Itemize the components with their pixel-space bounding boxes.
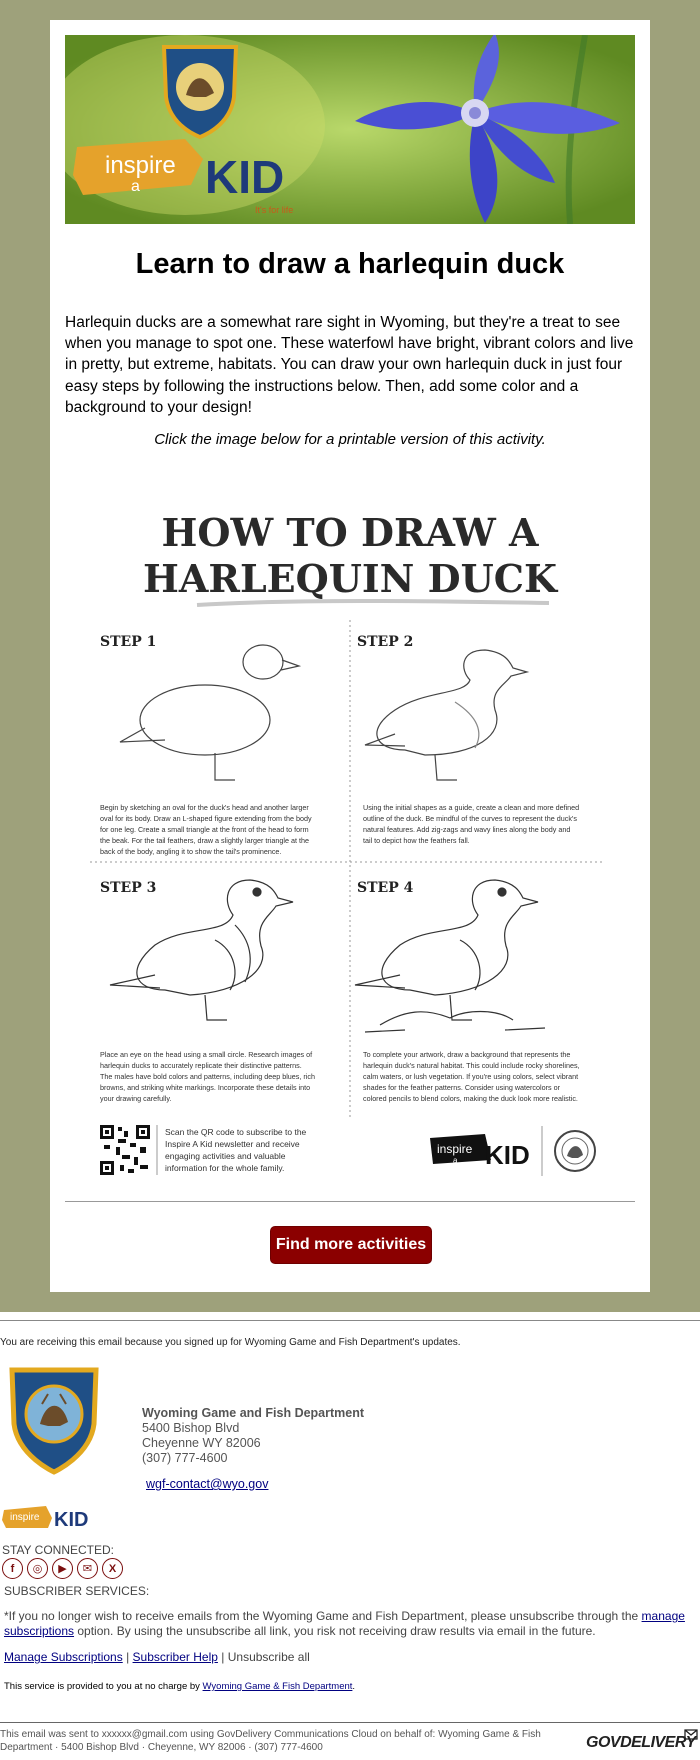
small-kid-text: KID xyxy=(54,1509,89,1530)
subscription-reason: You are receiving this email because you signed up for Wyoming Game and Fish Department's updates. xyxy=(0,1337,461,1348)
step1-label: STEP 1 xyxy=(100,634,157,650)
step2-label: STEP 2 xyxy=(357,634,414,650)
govdelivery-logo[interactable] xyxy=(586,1734,696,1752)
service-notice xyxy=(4,1681,355,1692)
govdelivery-text: GOVDELIVERY xyxy=(586,1734,696,1751)
org-street: 5400 Bishop Blvd xyxy=(142,1421,240,1435)
link-separator: | xyxy=(126,1650,130,1664)
step3-text-line: Place an eye on the head using a small circle. Research images of xyxy=(100,1050,313,1059)
contact-address xyxy=(142,1406,364,1492)
sheet-inspire-text: inspire xyxy=(437,1142,473,1156)
sent-to-notice: This email was sent to xxxxxx@gmail.com using GovDelivery Communications Cloud on behalf of: Wyoming Game & Fish Department · 5400 Bishop Blvd · Cheyenne, WY 82006 · (307) 777-4600 xyxy=(0,1729,541,1753)
manage-subscriptions-inline-link[interactable]: manage subscriptions xyxy=(4,1609,685,1638)
intro-paragraph: Harlequin ducks are a somewhat rare sight in Wyoming, but they're a treat to see when you manage to spot one. These waterfowl have bright, vibrant colors and live in pretty, but extreme, habitats. You can draw your own harlequin duck in just four easy steps by following the instructions below. Then, add some color and a background to your design! xyxy=(65,314,634,416)
step3-text-line: browns, and striking white markings. Incorporate these details into xyxy=(100,1083,311,1092)
stay-connected-label: STAY CONNECTED: xyxy=(2,1543,115,1557)
bottom-divider xyxy=(0,1722,700,1723)
kid-text: KID xyxy=(205,151,285,203)
sheet-title-line1: HOW TO DRAW A xyxy=(161,510,539,555)
page-title: Learn to draw a harlequin duck xyxy=(135,248,565,280)
find-more-activities-button[interactable]: Find more activities xyxy=(270,1226,432,1264)
step4-text-line: harlequin duck's natural habitat. This could include rocky shorelines, xyxy=(363,1061,580,1070)
org-phone: (307) 777-4600 xyxy=(142,1451,228,1465)
step4-text-line: colored pencils to blend colors, making the duck look more realistic. xyxy=(363,1094,578,1103)
inspire-a-text: a xyxy=(131,178,140,195)
org-city: Cheyenne WY 82006 xyxy=(142,1436,261,1450)
step4-text-line: To complete your artwork, draw a background that represents the xyxy=(363,1050,571,1059)
step4-text-line: calm waters, or lush vegetation. If you're using colors, select vibrant xyxy=(363,1072,579,1081)
manage-subscriptions-link[interactable]: Manage Subscriptions xyxy=(4,1650,123,1664)
wgfd-footer-badge-icon xyxy=(4,1364,104,1476)
step3-label: STEP 3 xyxy=(100,880,157,896)
step2-text-line: tail to depict how the feathers fall. xyxy=(363,836,470,845)
govdelivery-envelope-icon xyxy=(684,1728,698,1740)
step2-text-line: Using the initial shapes as a guide, create a clean and more defined xyxy=(363,803,580,812)
small-inspire-text: inspire xyxy=(10,1512,40,1523)
step1-text-line: back of the body, angling it to show the tail's prominence. xyxy=(100,847,282,856)
contact-email-link[interactable]: wgf-contact@wyo.gov xyxy=(146,1477,269,1491)
qr-text-line: Inspire A Kid newsletter and receive xyxy=(165,1139,300,1149)
youtube-icon[interactable]: ▶ xyxy=(52,1558,73,1579)
activity-sheet-image[interactable] xyxy=(65,470,635,1180)
content-divider xyxy=(65,1201,635,1202)
step1-text-line: the beak. For the tail feathers, draw a slightly larger triangle at the xyxy=(100,836,309,845)
printable-note: Click the image below for a printable version of this activity. xyxy=(154,431,546,448)
qr-text-line: information for the whole family. xyxy=(165,1163,285,1173)
x-icon[interactable]: X xyxy=(102,1558,123,1579)
subscriber-help-link[interactable]: Subscriber Help xyxy=(132,1650,218,1664)
qr-text-line: Scan the QR code to subscribe to the xyxy=(165,1127,307,1137)
step1-text-line: Begin by sketching an oval for the duck's head and another larger xyxy=(100,803,309,812)
unsub-text-after: option. By using the unsubscribe all link, you risk not receiving draw results via email in the future. xyxy=(74,1624,596,1638)
unsubscribe-all-text[interactable]: Unsubscribe all xyxy=(227,1650,310,1664)
step3-text-line: your drawing carefully. xyxy=(100,1094,172,1103)
step4-label: STEP 4 xyxy=(357,880,414,896)
inspire-text: inspire xyxy=(105,152,176,179)
email-icon[interactable]: ✉ xyxy=(77,1558,98,1579)
step3-text-line: harlequin ducks to accurately replicate their distinctive patterns. xyxy=(100,1061,302,1070)
qr-text-line: engaging activities and valuable xyxy=(165,1151,286,1161)
step1-text-line: oval for its body. Draw an L-shaped figure extending from the body xyxy=(100,814,312,823)
unsubscribe-notice xyxy=(4,1609,694,1639)
subscriber-links xyxy=(4,1650,310,1664)
instagram-icon[interactable]: ◎ xyxy=(27,1558,48,1579)
hero-banner[interactable] xyxy=(65,35,635,224)
sheet-title-line2: HARLEQUIN DUCK xyxy=(143,556,557,601)
sheet-kid-text: KID xyxy=(485,1140,530,1170)
service-text-after: . xyxy=(352,1681,356,1692)
service-text-before: This service is provided to you at no charge by xyxy=(4,1681,203,1692)
facebook-icon[interactable]: f xyxy=(2,1558,23,1579)
link-separator: | xyxy=(221,1650,225,1664)
hero-image xyxy=(65,35,635,224)
step2-text-line: natural features. Add zig-zags and wavy lines along the body and xyxy=(363,825,571,834)
sheet-inspire-a-text: a xyxy=(453,1156,458,1165)
footer-divider xyxy=(0,1320,700,1321)
unsub-text-before: *If you no longer wish to receive emails from the Wyoming Game and Fish Department, please unsubscribe through the xyxy=(4,1609,642,1623)
step1-text-line: for one leg. Create a small triangle at the front of the head to form xyxy=(100,825,309,834)
social-links xyxy=(2,1558,123,1582)
inspire-a-kid-logo xyxy=(2,1500,100,1530)
tagline-text: It's for life xyxy=(255,205,294,215)
org-name: Wyoming Game and Fish Department xyxy=(142,1406,365,1420)
step3-text-line: The males have bold colors and patterns, including deep blues, rich xyxy=(100,1072,315,1081)
step2-text-line: outline of the duck. Be mindful of the curves to represent the duck's xyxy=(363,814,577,823)
wgfd-link[interactable]: Wyoming Game & Fish Department xyxy=(202,1681,353,1692)
subscriber-services-label: SUBSCRIBER SERVICES: xyxy=(4,1584,150,1598)
qr-code-icon xyxy=(100,1125,150,1175)
step4-text-line: shades for the feather patterns. Consider using watercolors or xyxy=(363,1083,560,1092)
